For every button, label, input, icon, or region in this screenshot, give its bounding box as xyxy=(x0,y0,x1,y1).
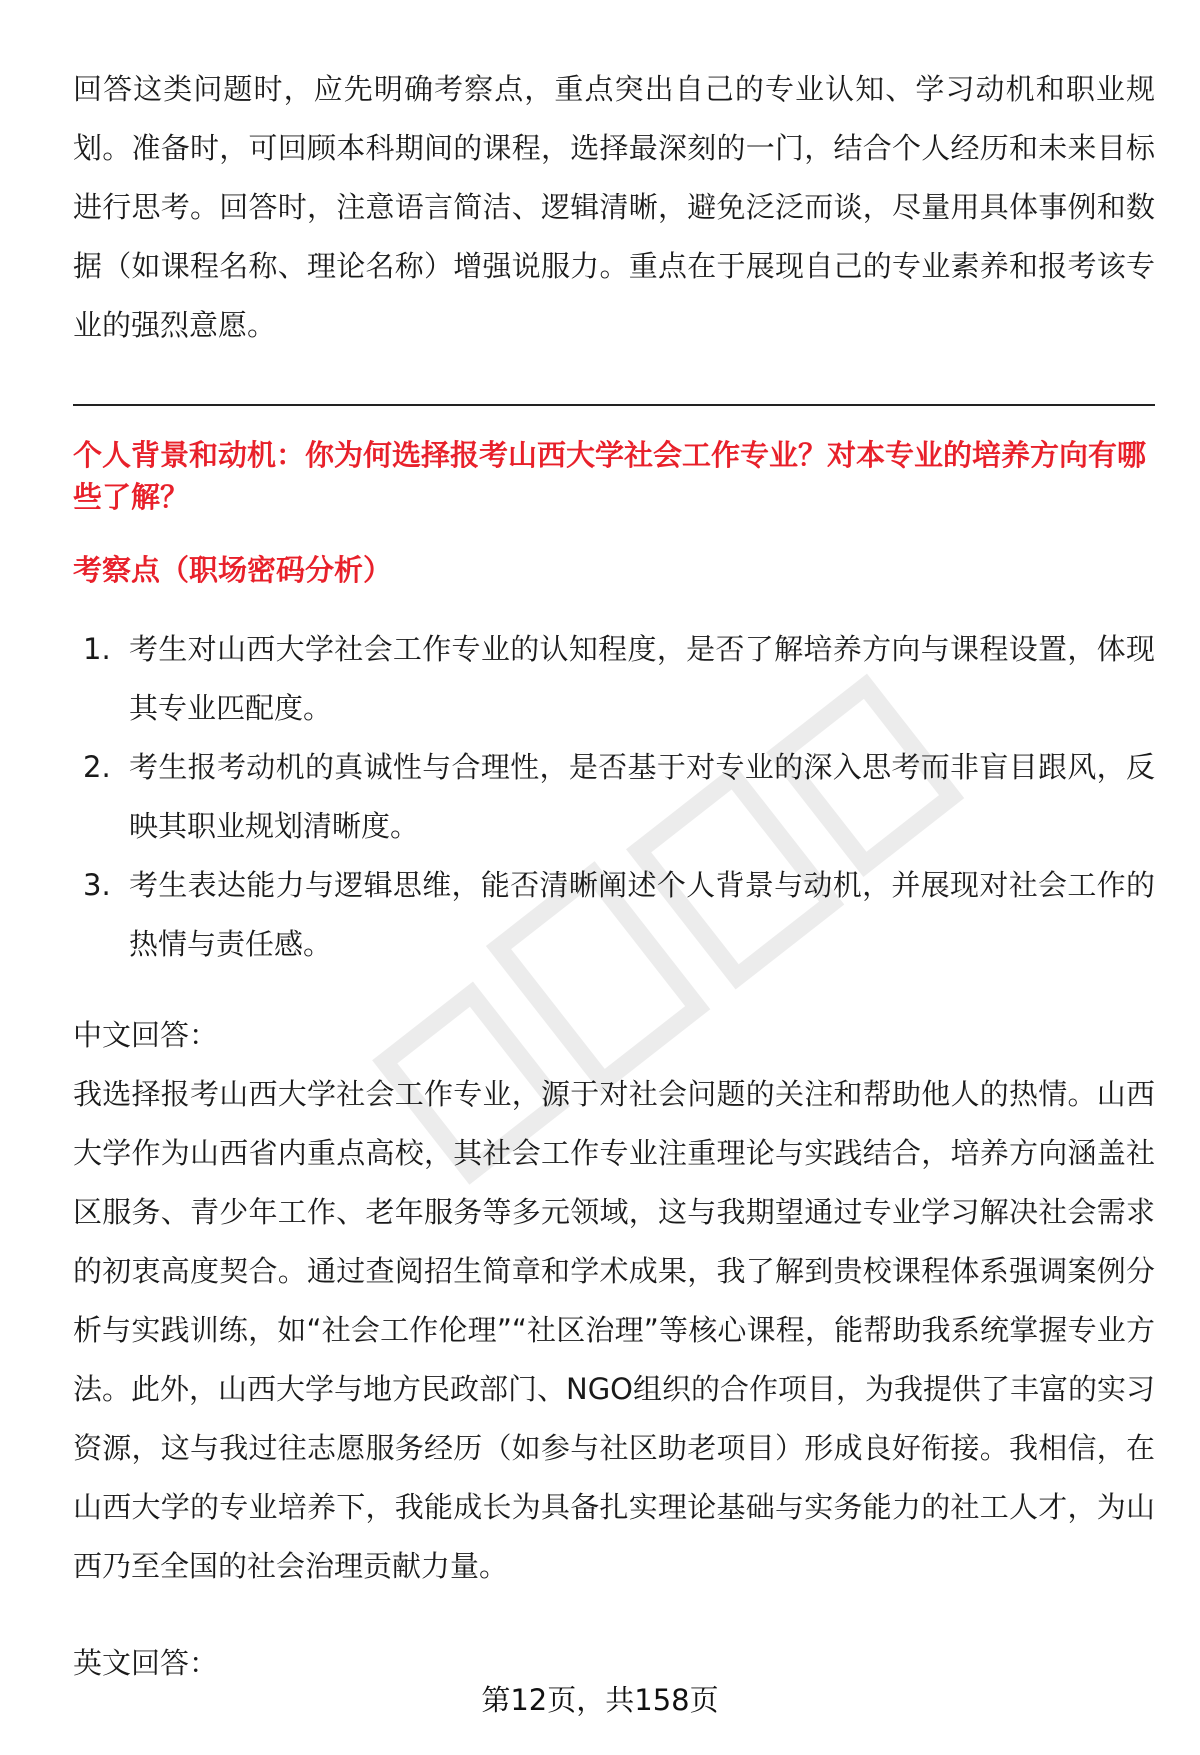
chinese-answer-paragraph: 我选择报考山西大学社会工作专业，源于对社会问题的关注和帮助他人的热情。山西大学作为山西省内重点高校，其社会工作专业注重理论与实践结合，培养方向涵盖社区服务、青少年工作、老年服务等多元领域，这与我期望通过专业学习解决社会需求的初衷高度契合。通过查阅招生简章和学术成果，我了解到贵校课程体系强调案例分析与实践训练，如“社会工作伦理”“社区治理”等核心课程，能帮助我系统掌握专业方法。此外，山西大学与地方民政部门、NGO组织的合作项目，为我提供了丰富的实习资源，这与我过往志愿服务经历（如参与社区助老项目）形成良好衔接。我相信，在山西大学的专业培养下，我能成长为具备扎实理论基础与实务能力的社工人才，为山西乃至全国的社会治理贡献力量。 xyxy=(73,1077,1155,1583)
list-item xyxy=(73,738,1155,856)
list-item-text: 考生报考动机的真诚性与合理性，是否基于对专业的深入思考而非盲目跟风，反映其职业规划清晰度。 xyxy=(129,750,1155,843)
list-item xyxy=(73,620,1155,738)
list-item-text: 考生表达能力与逻辑思维，能否清晰阐述个人背景与动机，并展现对社会工作的热情与责任感。 xyxy=(129,868,1155,961)
chinese-answer-label: 中文回答： xyxy=(73,1018,219,1052)
intro-paragraph: 回答这类问题时，应先明确考察点，重点突出自己的专业认知、学习动机和职业规划。准备时，可回顾本科期间的课程，选择最深刻的一门，结合个人经历和未来目标进行思考。回答时，注意语言简洁、逻辑清晰，避免泛泛而谈，尽量用具体事例和数据（如课程名称、理论名称）增强说服力。重点在于展现自己的专业素养和报考该专业的强烈意愿。 xyxy=(73,72,1155,342)
list-item-number: 3. xyxy=(83,868,111,902)
page-footer: 第12页，共158页 xyxy=(481,1683,719,1717)
list-item-number: 1. xyxy=(83,632,111,666)
analysis-points-list xyxy=(73,620,1155,974)
list-item-number: 2. xyxy=(83,750,111,784)
list-item-text: 考生对山西大学社会工作专业的认知程度，是否了解培养方向与课程设置，体现其专业匹配度。 xyxy=(129,632,1155,725)
section-divider xyxy=(73,404,1155,406)
question-title: 个人背景和动机：你为何选择报考山西大学社会工作专业？对本专业的培养方向有哪些了解？ xyxy=(73,438,1147,514)
list-item xyxy=(73,856,1155,974)
english-answer-label: 英文回答： xyxy=(73,1646,219,1680)
analysis-subtitle: 考察点（职场密码分析） xyxy=(73,553,393,587)
